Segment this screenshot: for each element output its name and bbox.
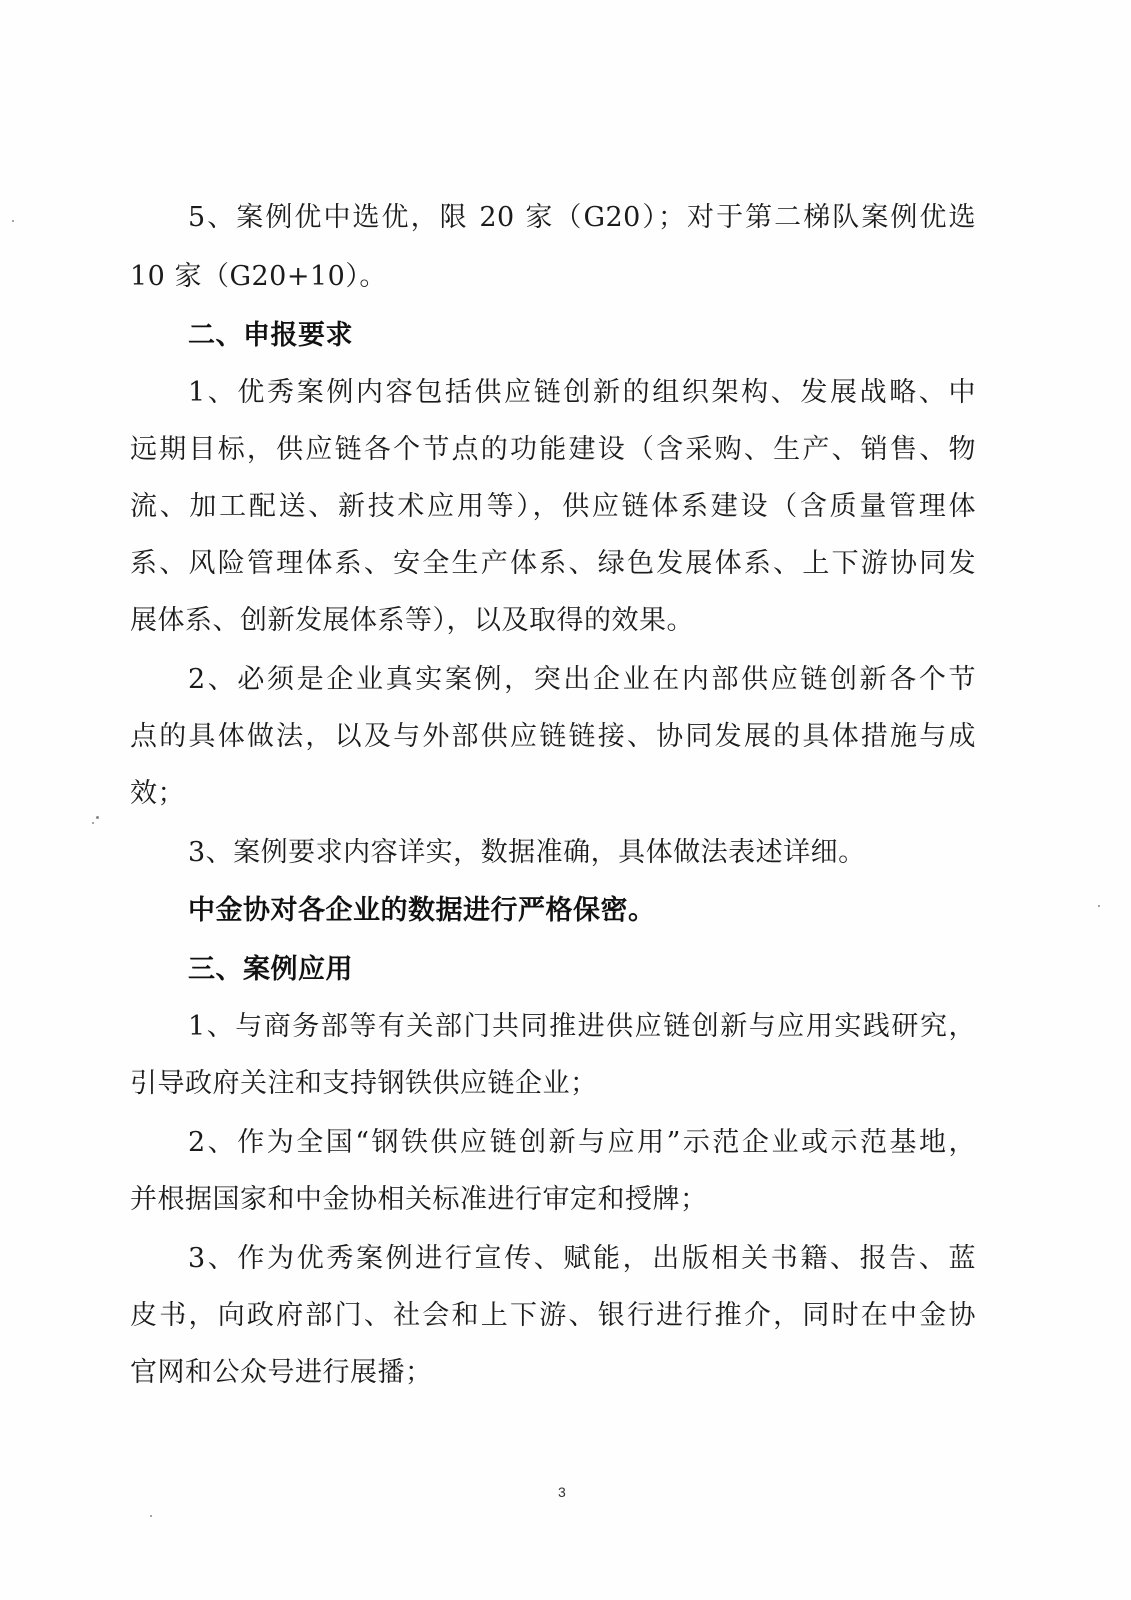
section-3-item-2-line-2: 并根据国家和中金协相关标准进行审定和授牌； bbox=[130, 1184, 708, 1215]
section-3-item-3-line-2: 皮书，向政府部门、社会和上下游、银行进行推介，同时在中金协 bbox=[130, 1300, 976, 1331]
page-number: 3 bbox=[558, 1484, 566, 1500]
section-2-item-1-line-2: 远期目标，供应链各个节点的功能建设（含采购、生产、销售、物 bbox=[130, 434, 976, 465]
section-3-item-1-line-1: 1、与商务部等有关部门共同推进供应链创新与应用实践研究， bbox=[188, 1011, 976, 1042]
section-2-item-1-line-4: 系、风险管理体系、安全生产体系、绿色发展体系、上下游协同发 bbox=[130, 548, 976, 579]
section-3-item-1-line-2: 引导政府关注和支持钢铁供应链企业； bbox=[130, 1068, 598, 1099]
section-2-heading: 二、申报要求 bbox=[188, 320, 353, 351]
scan-speck bbox=[1098, 905, 1100, 907]
section-2-item-2-line-3: 效； bbox=[130, 778, 185, 809]
scan-speck bbox=[12, 220, 14, 222]
item-5-line-1: 5、案例优中选优，限 20 家（G20）；对于第二梯队案例优选 bbox=[188, 202, 976, 233]
item-5-line-2: 10 家（G20+10）。 bbox=[130, 261, 387, 292]
section-2-item-1-line-1: 1、优秀案例内容包括供应链创新的组织架构、发展战略、中 bbox=[188, 377, 976, 408]
section-2-item-1-line-5: 展体系、创新发展体系等），以及取得的效果。 bbox=[130, 605, 694, 636]
section-3-item-3-line-3: 官网和公众号进行展播； bbox=[130, 1357, 433, 1388]
scan-speck bbox=[92, 822, 94, 824]
section-2-item-3-line-1: 3、案例要求内容详实，数据准确，具体做法表述详细。 bbox=[188, 837, 866, 868]
section-2-item-1-line-3: 流、加工配送、新技术应用等），供应链体系建设（含质量管理体 bbox=[130, 491, 976, 522]
scan-speck bbox=[150, 1515, 152, 1517]
scan-speck bbox=[96, 816, 99, 819]
section-3-item-3-line-1: 3、作为优秀案例进行宣传、赋能，出版相关书籍、报告、蓝 bbox=[188, 1243, 976, 1274]
section-3-heading: 三、案例应用 bbox=[188, 954, 353, 985]
confidentiality-note: 中金协对各企业的数据进行严格保密。 bbox=[188, 895, 656, 926]
section-3-item-2-line-1: 2、作为全国“钢铁供应链创新与应用”示范企业或示范基地， bbox=[188, 1127, 976, 1158]
section-2-item-2-line-2: 点的具体做法，以及与外部供应链链接、协同发展的具体措施与成 bbox=[130, 721, 976, 752]
section-2-item-2-line-1: 2、必须是企业真实案例，突出企业在内部供应链创新各个节 bbox=[188, 664, 976, 695]
